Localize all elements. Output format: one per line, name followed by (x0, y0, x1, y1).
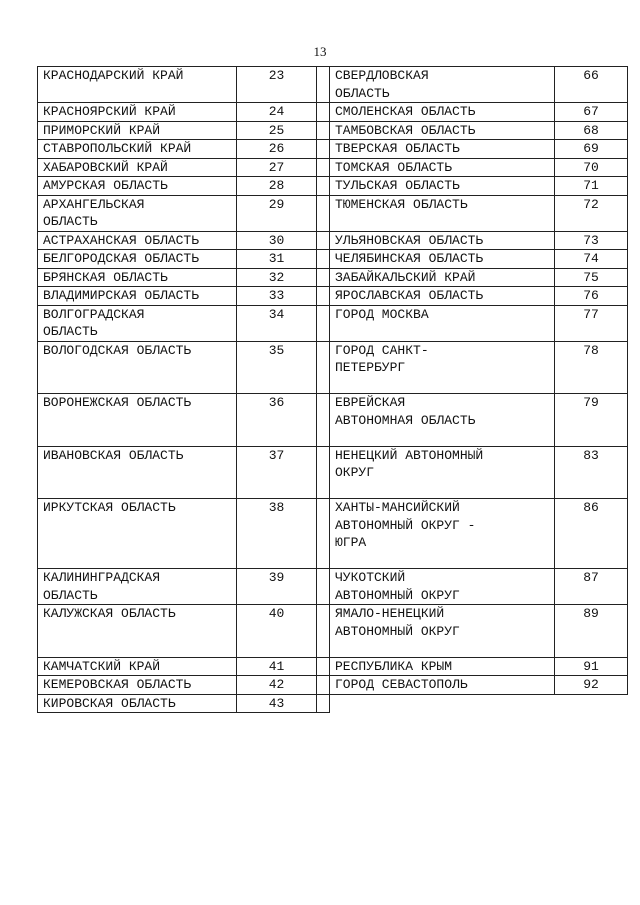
region-code-cell-text: 28 (268, 178, 285, 193)
column-separator-cell (317, 305, 330, 341)
region-name-cell (330, 231, 555, 250)
region-code-cell (555, 177, 628, 196)
region-name-cell-text: НЕНЕЦКИЙ АВТОНОМНЫЙ ОКРУГ (335, 447, 484, 480)
region-code-cell-text: 92 (583, 677, 599, 692)
region-name-cell (38, 499, 237, 569)
region-name-cell-text: ЗАБАЙКАЛЬСКИЙ КРАЙ (335, 269, 476, 285)
region-name-cell-text: АМУРСКАЯ ОБЛАСТЬ (43, 178, 168, 193)
table-row (38, 446, 628, 499)
region-name-cell (330, 67, 555, 103)
region-name-cell-text: ТУЛЬСКАЯ ОБЛАСТЬ (335, 178, 460, 193)
region-name-cell-text: ИРКУТСКАЯ ОБЛАСТЬ (43, 500, 176, 515)
region-code-cell (237, 177, 317, 196)
table-row (38, 158, 628, 177)
region-code-cell-text: 75 (583, 269, 599, 285)
table-row (38, 694, 628, 713)
region-name-cell-text: КАМЧАТСКИЙ КРАЙ (43, 658, 161, 674)
region-code-cell (555, 657, 628, 676)
column-separator-cell (317, 499, 330, 569)
column-separator-cell (317, 268, 330, 287)
region-code-cell (237, 250, 317, 269)
region-name-cell-text: ВОЛОГОДСКАЯ ОБЛАСТЬ (43, 342, 192, 358)
region-name-cell (330, 268, 555, 287)
region-code-cell (555, 268, 628, 287)
column-separator-cell (317, 121, 330, 140)
region-name-cell-text: ЯРОСЛАВСКАЯ ОБЛАСТЬ (335, 288, 484, 303)
region-code-cell (555, 158, 628, 177)
region-name-cell (38, 446, 237, 499)
region-name-cell (38, 268, 237, 287)
column-separator-cell (317, 103, 330, 122)
region-code-cell (237, 121, 317, 140)
column-separator-cell (317, 341, 330, 394)
region-code-cell-text: 27 (268, 159, 285, 175)
region-name-cell-text: БЕЛГОРОДСКАЯ ОБЛАСТЬ (43, 251, 200, 266)
region-code-cell-text: 43 (268, 695, 285, 711)
region-code-cell (237, 287, 317, 306)
region-code-cell-text: 38 (268, 500, 285, 515)
column-separator-cell (317, 231, 330, 250)
region-name-cell-text: ГОРОД СЕВАСТОПОЛЬ (335, 677, 468, 692)
region-code-cell (237, 446, 317, 499)
region-code-cell-text: 23 (268, 68, 285, 83)
region-name-cell (330, 657, 555, 676)
region-code-cell-text: 72 (583, 196, 599, 212)
region-code-cell-text: 91 (583, 658, 599, 674)
region-code-cell-text: 73 (583, 232, 599, 248)
table-row (38, 341, 628, 394)
region-name-cell (38, 605, 237, 658)
region-code-cell-text: 31 (268, 251, 285, 266)
column-separator-cell (317, 195, 330, 231)
region-name-cell (330, 676, 555, 695)
region-code-cell (237, 103, 317, 122)
region-code-cell-text: 79 (583, 395, 599, 410)
region-code-cell (555, 676, 628, 695)
region-name-cell (38, 231, 237, 250)
region-name-cell (330, 158, 555, 177)
region-name-cell-text: ВОЛГОГРАДСКАЯ ОБЛАСТЬ (43, 306, 145, 339)
region-name-cell-text: ЕВРЕЙСКАЯ АВТОНОМНАЯ ОБЛАСТЬ (335, 395, 476, 428)
region-name-cell (330, 177, 555, 196)
region-code-cell-text: 67 (583, 104, 599, 119)
region-name-cell (38, 569, 237, 605)
region-code-cell-text: 74 (583, 251, 599, 266)
region-code-cell (555, 250, 628, 269)
region-name-cell-text: ГОРОД САНКТ- ПЕТЕРБУРГ (335, 342, 429, 375)
region-name-cell (330, 605, 555, 658)
region-code-table (37, 66, 628, 713)
region-code-cell-text: 89 (583, 606, 599, 621)
region-code-cell-text: 24 (268, 104, 285, 119)
region-code-cell (237, 67, 317, 103)
region-name-cell (38, 250, 237, 269)
region-code-cell (555, 341, 628, 394)
region-name-cell (38, 694, 237, 713)
region-code-cell (237, 657, 317, 676)
region-name-cell-text: ТВЕРСКАЯ ОБЛАСТЬ (335, 141, 460, 156)
region-code-cell (555, 103, 628, 122)
table-row (38, 657, 628, 676)
table-row (38, 605, 628, 658)
region-name-cell (330, 569, 555, 605)
region-code-cell-text: 39 (268, 570, 285, 585)
region-name-cell-text: ПРИМОРСКИЙ КРАЙ (43, 122, 161, 138)
region-code-cell-text: 76 (583, 288, 599, 303)
region-code-cell (237, 569, 317, 605)
region-name-cell (38, 657, 237, 676)
region-name-cell (38, 676, 237, 695)
region-name-cell (330, 140, 555, 159)
region-code-cell (555, 394, 628, 447)
region-code-cell (237, 694, 317, 713)
region-name-cell (330, 305, 555, 341)
region-code-cell-text: 25 (268, 122, 285, 138)
region-code-cell-text: 40 (268, 606, 285, 621)
column-separator-cell (317, 676, 330, 695)
table-row (38, 305, 628, 341)
region-name-cell (330, 499, 555, 569)
region-name-cell-text: СТАВРОПОЛЬСКИЙ КРАЙ (43, 141, 192, 156)
region-name-cell (330, 446, 555, 499)
region-name-cell (38, 121, 237, 140)
region-name-cell (38, 103, 237, 122)
column-separator-cell (317, 694, 330, 713)
region-code-cell (555, 499, 628, 569)
column-separator-cell (317, 67, 330, 103)
region-rows (38, 67, 628, 713)
column-separator-cell (317, 250, 330, 269)
region-code-cell-text: 66 (583, 68, 599, 83)
region-name-cell (330, 121, 555, 140)
region-code-cell (555, 195, 628, 231)
region-code-cell-text: 71 (583, 178, 599, 193)
region-name-cell-text: ХАНТЫ-МАНСИЙСКИЙ АВТОНОМНЫЙ ОКРУГ - ЮГРА (335, 500, 476, 550)
column-separator-cell (317, 158, 330, 177)
region-name-cell (38, 341, 237, 394)
region-name-cell (330, 341, 555, 394)
region-name-cell (38, 140, 237, 159)
empty-cell (330, 694, 555, 713)
region-code-cell-text: 37 (268, 447, 285, 463)
region-name-cell-text: ХАБАРОВСКИЙ КРАЙ (43, 159, 168, 175)
region-name-cell-text: КАЛИНИНГРАДСКАЯ ОБЛАСТЬ (43, 570, 161, 603)
region-code-cell-text: 32 (268, 269, 285, 285)
table-row (38, 268, 628, 287)
region-code-cell (237, 499, 317, 569)
region-name-cell-text: ВОРОНЕЖСКАЯ ОБЛАСТЬ (43, 395, 192, 410)
region-code-cell (555, 121, 628, 140)
table-row (38, 394, 628, 447)
region-code-cell (237, 605, 317, 658)
region-code-cell-text: 83 (583, 447, 599, 463)
region-name-cell-text: СВЕРДЛОВСКАЯ ОБЛАСТЬ (335, 68, 429, 101)
region-name-cell (330, 394, 555, 447)
region-code-cell (555, 231, 628, 250)
region-code-cell-text: 69 (583, 141, 599, 156)
region-code-cell-text: 78 (583, 342, 599, 358)
region-code-cell (237, 231, 317, 250)
region-code-cell-text: 41 (268, 658, 285, 674)
region-code-cell-text: 29 (268, 196, 285, 212)
region-name-cell (38, 177, 237, 196)
table-row (38, 67, 628, 103)
region-name-cell (330, 103, 555, 122)
region-name-cell (38, 287, 237, 306)
region-name-cell (38, 158, 237, 177)
region-code-cell-text: 36 (268, 395, 285, 410)
region-name-cell-text: АСТРАХАНСКАЯ ОБЛАСТЬ (43, 232, 200, 248)
region-code-cell (555, 446, 628, 499)
table-row (38, 195, 628, 231)
table-row (38, 676, 628, 695)
column-separator-cell (317, 569, 330, 605)
region-code-cell (555, 605, 628, 658)
region-name-cell (330, 195, 555, 231)
region-code-cell-text: 68 (583, 122, 599, 138)
table-row (38, 287, 628, 306)
column-separator-cell (317, 177, 330, 196)
region-code-cell (555, 140, 628, 159)
region-code-cell-text: 87 (583, 570, 599, 585)
region-code-cell (237, 195, 317, 231)
column-separator-cell (317, 287, 330, 306)
region-name-cell-text: КРАСНОДАРСКИЙ КРАЙ (43, 68, 184, 83)
region-name-cell (38, 305, 237, 341)
region-name-cell-text: СМОЛЕНСКАЯ ОБЛАСТЬ (335, 104, 476, 119)
table-row (38, 231, 628, 250)
region-code-cell (237, 158, 317, 177)
table-row (38, 140, 628, 159)
region-code-cell (237, 676, 317, 695)
table-row (38, 250, 628, 269)
column-separator-cell (317, 394, 330, 447)
column-separator-cell (317, 657, 330, 676)
region-name-cell-text: БРЯНСКАЯ ОБЛАСТЬ (43, 269, 168, 285)
region-name-cell-text: ЧЕЛЯБИНСКАЯ ОБЛАСТЬ (335, 251, 484, 266)
region-name-cell-text: ИВАНОВСКАЯ ОБЛАСТЬ (43, 447, 184, 463)
region-code-cell (555, 569, 628, 605)
region-code-cell (237, 268, 317, 287)
region-name-cell-text: ВЛАДИМИРСКАЯ ОБЛАСТЬ (43, 288, 200, 303)
empty-cell (555, 694, 628, 713)
region-name-cell (38, 195, 237, 231)
region-code-cell (237, 394, 317, 447)
table-row (38, 103, 628, 122)
table-row (38, 569, 628, 605)
region-name-cell-text: КРАСНОЯРСКИЙ КРАЙ (43, 104, 176, 119)
column-separator-cell (317, 446, 330, 499)
region-code-cell (555, 67, 628, 103)
region-code-cell (555, 287, 628, 306)
region-code-cell (237, 305, 317, 341)
region-code-cell-text: 30 (268, 232, 285, 248)
region-code-cell (237, 140, 317, 159)
column-separator-cell (317, 140, 330, 159)
table-row (38, 121, 628, 140)
region-name-cell-text: ГОРОД МОСКВА (335, 306, 429, 322)
region-code-cell-text: 86 (583, 500, 599, 515)
region-name-cell-text: УЛЬЯНОВСКАЯ ОБЛАСТЬ (335, 232, 484, 248)
region-name-cell-text: ЯМАЛО-НЕНЕЦКИЙ АВТОНОМНЫЙ ОКРУГ (335, 606, 460, 639)
region-name-cell-text: КИРОВСКАЯ ОБЛАСТЬ (43, 695, 176, 711)
region-code-cell-text: 70 (583, 159, 599, 175)
region-name-cell-text: ТЮМЕНСКАЯ ОБЛАСТЬ (335, 196, 468, 212)
region-code-cell-text: 33 (268, 288, 285, 303)
region-code-cell-text: 26 (268, 141, 285, 156)
region-code-cell-text: 77 (583, 306, 599, 322)
region-name-cell (38, 67, 237, 103)
region-name-cell-text: РЕСПУБЛИКА КРЫМ (335, 658, 453, 674)
region-name-cell (38, 394, 237, 447)
region-name-cell (330, 287, 555, 306)
region-name-cell-text: КАЛУЖСКАЯ ОБЛАСТЬ (43, 606, 176, 621)
region-code-cell-text: 35 (268, 342, 285, 358)
region-code-cell (555, 305, 628, 341)
region-code-cell (237, 341, 317, 394)
table-row (38, 177, 628, 196)
region-code-cell-text: 34 (268, 306, 285, 322)
table-row (38, 499, 628, 569)
column-separator-cell (317, 605, 330, 658)
region-name-cell-text: КЕМЕРОВСКАЯ ОБЛАСТЬ (43, 677, 192, 692)
region-code-cell-text: 42 (268, 677, 285, 692)
region-name-cell-text: ЧУКОТСКИЙ АВТОНОМНЫЙ ОКРУГ (335, 570, 460, 603)
region-name-cell-text: ТАМБОВСКАЯ ОБЛАСТЬ (335, 122, 476, 138)
page-number: 13 (313, 44, 327, 59)
region-name-cell-text: ТОМСКАЯ ОБЛАСТЬ (335, 159, 453, 175)
region-name-cell (330, 250, 555, 269)
region-name-cell-text: АРХАНГЕЛЬСКАЯ ОБЛАСТЬ (43, 196, 145, 229)
